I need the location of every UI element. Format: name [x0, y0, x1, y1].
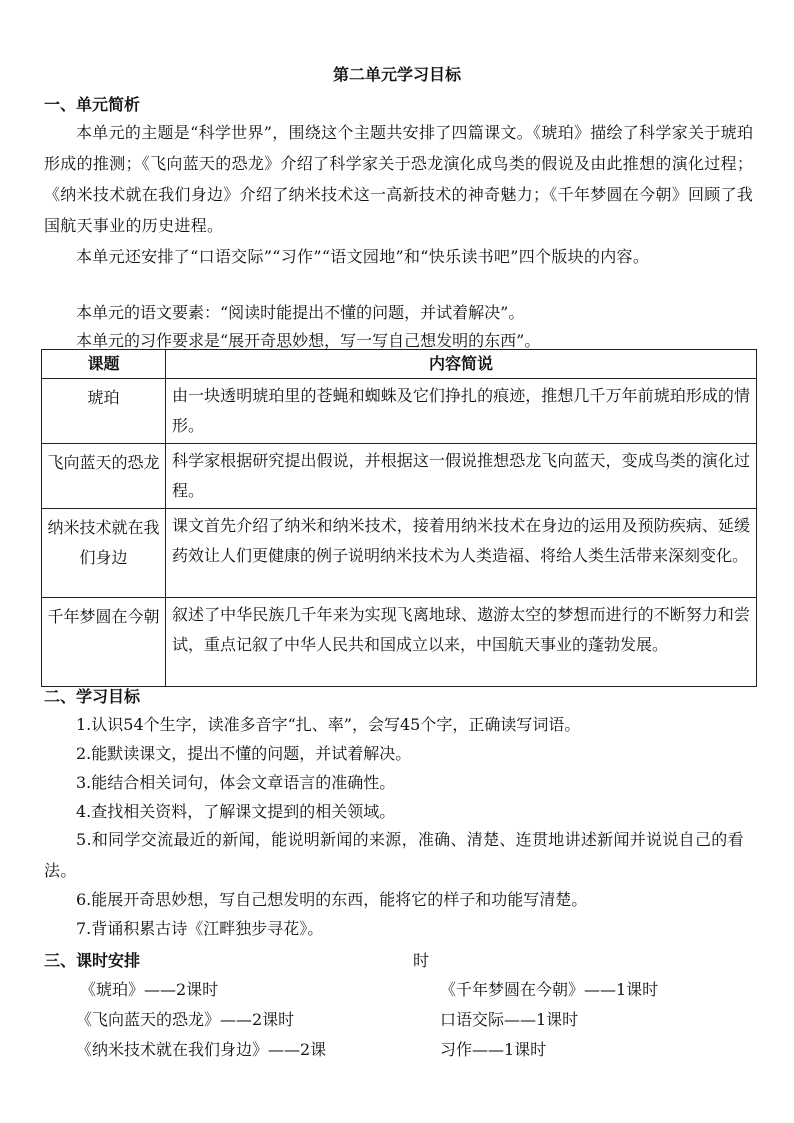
table-row [42, 509, 757, 598]
table-row [42, 379, 757, 444]
schedule-item: 习作——1课时 [440, 1040, 547, 1059]
schedule-item: 《纳米技术就在我们身边》——2课 [76, 1040, 327, 1059]
schedule-item: 《琥珀》——2课时 [80, 980, 219, 999]
table-row [42, 444, 757, 509]
section-heading-analysis: 一、单元简析 [44, 95, 141, 114]
schedule-item: 《千年梦圆在今朝》——1课时 [440, 980, 659, 999]
stray-text: 时 [413, 951, 430, 970]
lesson-cell: 琥珀 [42, 379, 166, 444]
goal-item: 5.和同学交流最近的新闻，能说明新闻的来源，准确、清楚、连贯地讲述新闻并说说自己的看法。 [44, 830, 744, 880]
summary-cell: 课文首先介绍了纳米和纳米技术，接着用纳米技术在身边的运用及预防疾病、延缓药效让人们更健康的例子说明纳米技术为人类造福、将给人类生活带来深刻变化。 [166, 509, 757, 598]
goal-item: 2.能默读课文，提出不懂的问题，并试着解决。 [76, 744, 412, 763]
goal-item: 6.能展开奇思妙想，写自己想发明的东西，能将它的样子和功能写清楚。 [76, 890, 588, 909]
lesson-cell: 纳米技术就在我们身边 [42, 509, 166, 598]
summary-cell: 叙述了中华民族几千年来为实现飞离地球、遨游太空的梦想而进行的不断努力和尝试，重点记叙了中华人民共和国成立以来，中国航天事业的蓬勃发展。 [166, 598, 757, 687]
section-heading-goals: 二、学习目标 [44, 687, 141, 706]
goal-item: 4.查找相关资料，了解课文提到的相关领域。 [76, 802, 396, 821]
section-heading-schedule: 三、课时安排 [44, 951, 141, 970]
lesson-cell: 千年梦圆在今朝 [42, 598, 166, 687]
analysis-paragraph-2: 本单元还安排了“口语交际”“习作”“语文园地”和“快乐读书吧”四个版块的内容。 [76, 247, 650, 266]
goal-item: 1.认识54个生字，读准多音字“扎、率”，会写45个字，正确读写词语。 [76, 715, 581, 734]
lesson-table [41, 349, 757, 687]
summary-cell: 科学家根据研究提出假说，并根据这一假说推想恐龙飞向蓝天，变成鸟类的演化过程。 [166, 444, 757, 509]
goal-item: 3.能结合相关词句，体会文章语言的准确性。 [76, 773, 396, 792]
schedule-item: 《飞向蓝天的恐龙》——2课时 [76, 1010, 295, 1029]
table-header-row [42, 350, 757, 379]
summary-cell: 由一块透明琥珀里的苍蝇和蜘蛛及它们挣扎的痕迹，推想几千万年前琥珀形成的情形。 [166, 379, 757, 444]
goal-item: 7.背诵积累古诗《江畔独步寻花》。 [76, 919, 324, 938]
table-header-summary: 内容简说 [166, 350, 757, 379]
language-element-line: 本单元的语文要素：“阅读时能提出不懂的问题，并试着解决”。 [76, 303, 525, 322]
schedule-item: 口语交际——1课时 [440, 1010, 579, 1029]
writing-requirement-line: 本单元的习作要求是“展开奇思妙想，写一写自己想发明的东西”。 [76, 331, 541, 350]
lesson-cell: 飞向蓝天的恐龙 [42, 444, 166, 509]
analysis-paragraph-1: 本单元的主题是“科学世界”，围绕这个主题共安排了四篇课文。《琥珀》描绘了科学家关于琥珀形成的推测；《飞向蓝天的恐龙》介绍了科学家关于恐龙演化成鸟类的假说及由此推想的演化过程；《纳米技术就在我们身边》介绍了纳米技术这一高新技术的神奇魅力；《千年梦圆在今朝》回顾了我国航天事业的历史进程。 [44, 123, 754, 235]
page-title: 第二单元学习目标 [332, 65, 461, 84]
table-row [42, 598, 757, 687]
table-header-lesson: 课题 [42, 350, 166, 379]
